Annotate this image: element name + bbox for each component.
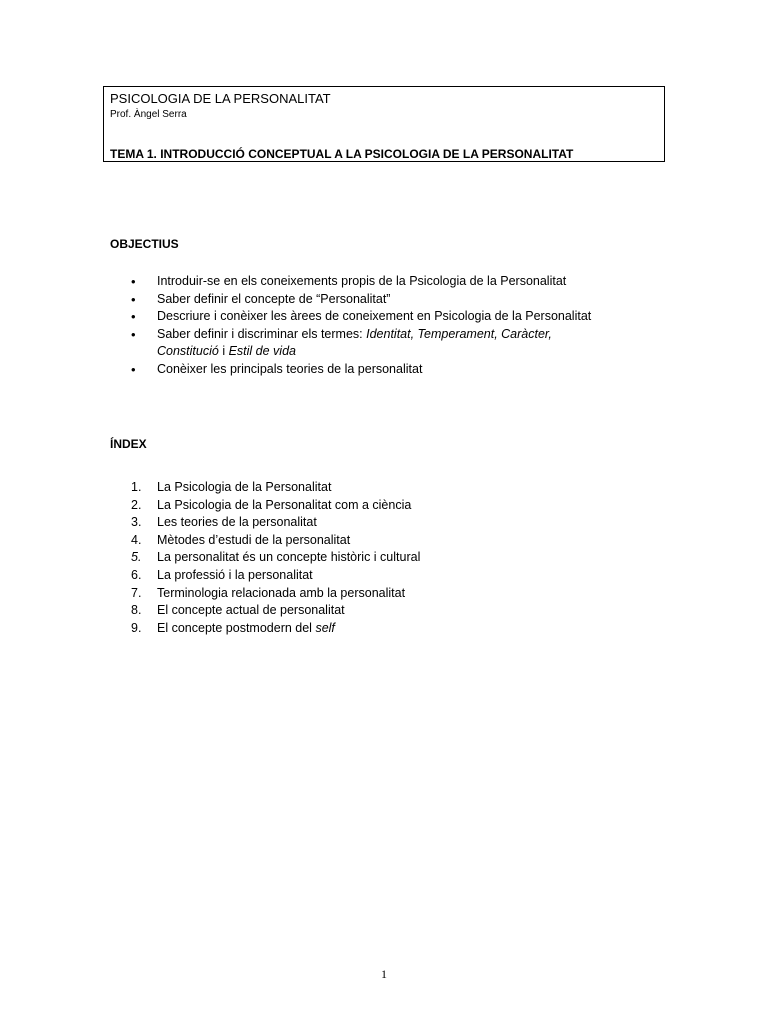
objective-text: Saber definir i discriminar els termes: <box>157 326 367 341</box>
index-number: 9. <box>131 620 142 635</box>
index-heading: ÍNDEX <box>110 437 147 451</box>
objective-terms-italic: Constitució <box>157 344 219 359</box>
index-item <box>0 479 420 497</box>
course-title: PSICOLOGIA DE LA PERSONALITAT <box>110 91 331 106</box>
objective-text: Conèixer les principals teories de la personalitat <box>157 361 423 376</box>
index-item <box>0 514 420 532</box>
index-number: 6. <box>131 567 142 582</box>
objective-item <box>0 308 591 326</box>
index-number: 7. <box>131 585 142 600</box>
index-item <box>0 497 420 515</box>
objective-text: i <box>218 344 229 359</box>
document-header-box <box>103 86 665 162</box>
index-number: 1. <box>131 480 142 494</box>
index-text: La personalitat és un concepte històric i cultural <box>157 550 421 565</box>
index-list <box>0 479 420 637</box>
objective-item <box>0 326 591 361</box>
index-number: 5. <box>131 550 142 565</box>
objectives-list <box>0 273 591 379</box>
objective-text: Descriure i conèixer les àrees de coneixement en Psicologia de la Personalitat <box>157 309 592 324</box>
index-text: La Psicologia de la Personalitat <box>157 480 332 494</box>
page-number: 1 <box>381 967 387 981</box>
index-number: 4. <box>131 532 142 547</box>
index-text: Terminologia relacionada amb la personalitat <box>157 585 406 600</box>
topic-title: TEMA 1. INTRODUCCIÓ CONCEPTUAL A LA PSICOLOGIA DE LA PERSONALITAT <box>110 147 574 161</box>
bullet-icon: • <box>131 326 136 342</box>
index-item <box>0 567 420 585</box>
index-item <box>0 620 420 638</box>
objective-text: Saber definir el concepte de “Personalitat” <box>157 291 391 306</box>
index-text: El concepte postmodern del <box>157 620 316 635</box>
index-text: El concepte actual de personalitat <box>157 603 345 618</box>
objective-item <box>0 361 591 379</box>
bullet-icon: • <box>131 274 136 289</box>
index-text-italic: self <box>315 620 335 635</box>
bullet-icon: • <box>131 291 136 307</box>
index-text: Mètodes d’estudi de la personalitat <box>157 532 351 547</box>
index-number: 2. <box>131 497 142 512</box>
index-text: Les teories de la personalitat <box>157 515 317 530</box>
index-item <box>0 549 420 567</box>
bullet-icon: • <box>131 309 136 325</box>
index-text: La Psicologia de la Personalitat com a ciència <box>157 497 412 512</box>
objective-terms-italic: Identitat, Temperament, Caràcter, <box>366 326 552 341</box>
objective-item <box>0 273 591 291</box>
objective-item <box>0 291 591 309</box>
index-number: 3. <box>131 515 142 530</box>
index-item <box>0 585 420 603</box>
objective-terms-italic: Estil de vida <box>228 344 296 359</box>
bullet-icon: • <box>131 361 136 377</box>
objective-text: Introduir-se en els coneixements propis de la Psicologia de la Personalitat <box>157 274 567 288</box>
index-item <box>0 602 420 620</box>
index-number: 8. <box>131 603 142 618</box>
index-text: La professió i la personalitat <box>157 567 313 582</box>
index-item <box>0 532 420 550</box>
objectives-heading: OBJECTIUS <box>110 237 179 251</box>
professor-name: Prof. Àngel Serra <box>110 109 187 120</box>
